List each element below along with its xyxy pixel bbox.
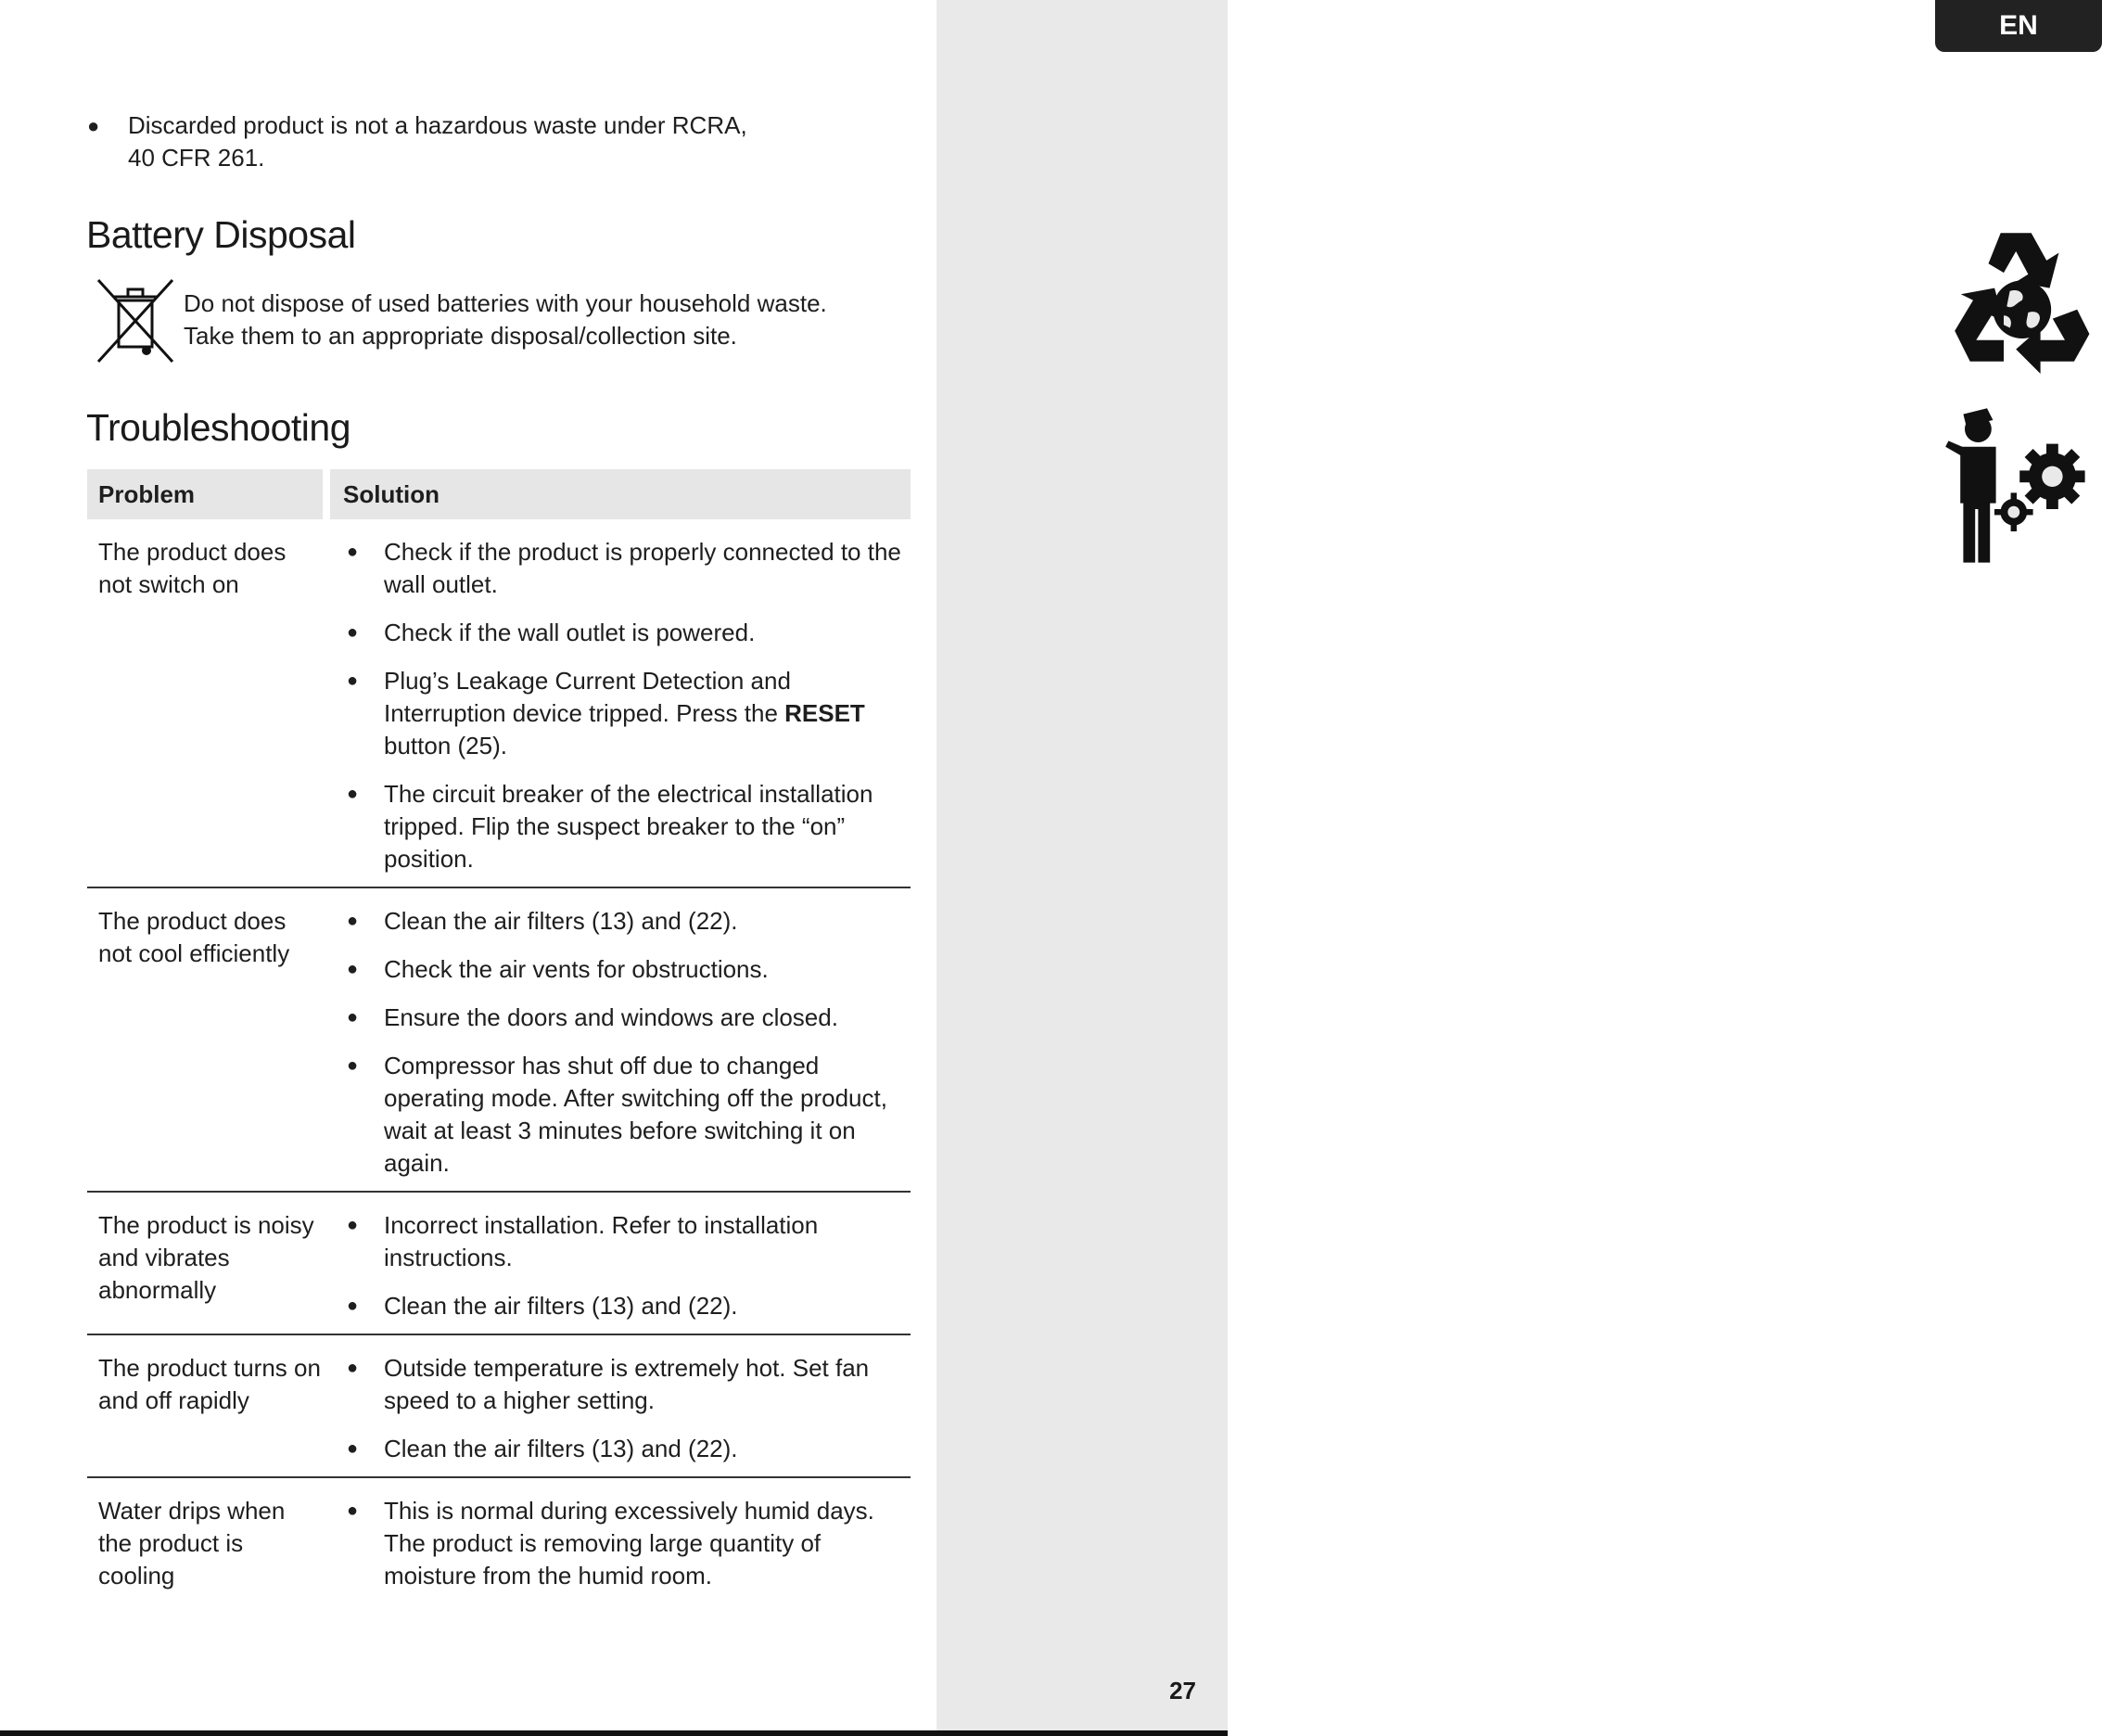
- solution-cell: [330, 1209, 911, 1322]
- table-row: [87, 519, 911, 888]
- table-row: [87, 1193, 911, 1335]
- solution-cell: [330, 1352, 911, 1465]
- bullet-dot: ●: [347, 542, 359, 562]
- solution-item: ● The circuit breaker of the electrical installation tripped. Flip the suspect breaker to the “on” position.: [330, 778, 911, 875]
- bullet-dot: ●: [347, 1055, 359, 1076]
- solution-item: [330, 665, 911, 762]
- table-row: [87, 888, 911, 1193]
- bullet-dot: ●: [347, 1500, 359, 1521]
- bullet-dot: ●: [347, 1358, 359, 1378]
- language-tab: EN: [1935, 0, 2102, 52]
- solution-item: ● Ensure the doors and windows are closed.: [330, 1002, 911, 1034]
- table-row: [87, 1478, 911, 1603]
- problem-cell: The product turns on and off rapidly: [98, 1354, 321, 1414]
- bullet-dot: ●: [347, 670, 359, 691]
- battery-line-2: Take them to an appropriate disposal/collection site.: [184, 322, 737, 350]
- sidebar: [936, 0, 2038, 1736]
- solution-item: ● Outside temperature is extremely hot. Set fan speed to a higher setting.: [330, 1352, 911, 1417]
- bullet-dot: ●: [347, 1215, 359, 1235]
- bullet-dot: ●: [347, 1007, 359, 1028]
- crossed-out-bin-icon: [93, 276, 178, 365]
- solution-item: ● Clean the air filters (13) and (22).: [330, 1290, 911, 1322]
- solution-item: ● Check if the product is properly connected to the wall outlet.: [330, 536, 911, 601]
- intro-line-1: Discarded product is not a hazardous waste under RCRA,: [128, 111, 747, 139]
- solution-item: ● Check the air vents for obstructions.: [330, 953, 911, 986]
- solution-text-after: button (25).: [384, 732, 507, 760]
- battery-disposal-block: [93, 276, 909, 369]
- problem-cell: Water drips when the product is cooling: [98, 1497, 286, 1589]
- page-number: 27: [1169, 1677, 1196, 1704]
- solution-item: ● Check if the wall outlet is powered.: [330, 617, 911, 649]
- bullet-dot: ●: [347, 622, 359, 643]
- column-header-problem: Problem: [87, 469, 323, 519]
- solution-cell: [330, 536, 911, 875]
- solution-item: ● Incorrect installation. Refer to installation instructions.: [330, 1209, 911, 1274]
- troubleshooting-person-gear-icon: [1943, 408, 2091, 566]
- solution-item: ● This is normal during excessively humid days. The product is removing large quantity of moisture from the humid room.: [330, 1495, 911, 1592]
- bullet-dot: ●: [347, 784, 359, 804]
- bullet-dot: ●: [347, 1438, 359, 1459]
- column-header-solution: Solution: [330, 469, 911, 519]
- recycle-globe-icon: [1943, 221, 2096, 374]
- troubleshooting-heading: Troubleshooting: [86, 406, 351, 449]
- reset-keyword: RESET: [784, 699, 865, 727]
- bullet-dot: ●: [347, 959, 359, 979]
- intro-bullet: [87, 109, 829, 174]
- bottom-rule: [0, 1730, 1228, 1736]
- bullet-dot: ●: [347, 911, 359, 931]
- battery-disposal-heading: Battery Disposal: [86, 213, 356, 256]
- table-row: [87, 1335, 911, 1478]
- bullet-dot: ●: [87, 114, 100, 137]
- solution-text-before: Plug’s Leakage Current Detection and Interruption device tripped. Press the: [384, 667, 791, 727]
- bullet-dot: ●: [347, 1296, 359, 1316]
- problem-cell: The product is noisy and vibrates abnormally: [98, 1211, 314, 1304]
- solution-cell: [330, 905, 911, 1180]
- solution-cell: [330, 1495, 911, 1592]
- table-header: [87, 469, 911, 519]
- battery-line-1: Do not dispose of used batteries with your household waste.: [184, 289, 827, 317]
- problem-cell: The product does not cool efficiently: [98, 907, 290, 967]
- troubleshooting-table: [87, 469, 911, 1603]
- solution-item: ● Clean the air filters (13) and (22).: [330, 1433, 911, 1465]
- solution-item: ● Clean the air filters (13) and (22).: [330, 905, 911, 938]
- problem-cell: The product does not switch on: [98, 538, 287, 598]
- intro-line-2: 40 CFR 261.: [128, 144, 265, 172]
- solution-item: ● Compressor has shut off due to changed operating mode. After switching off the product, wait at least 3 minutes before switching it on again.: [330, 1050, 911, 1180]
